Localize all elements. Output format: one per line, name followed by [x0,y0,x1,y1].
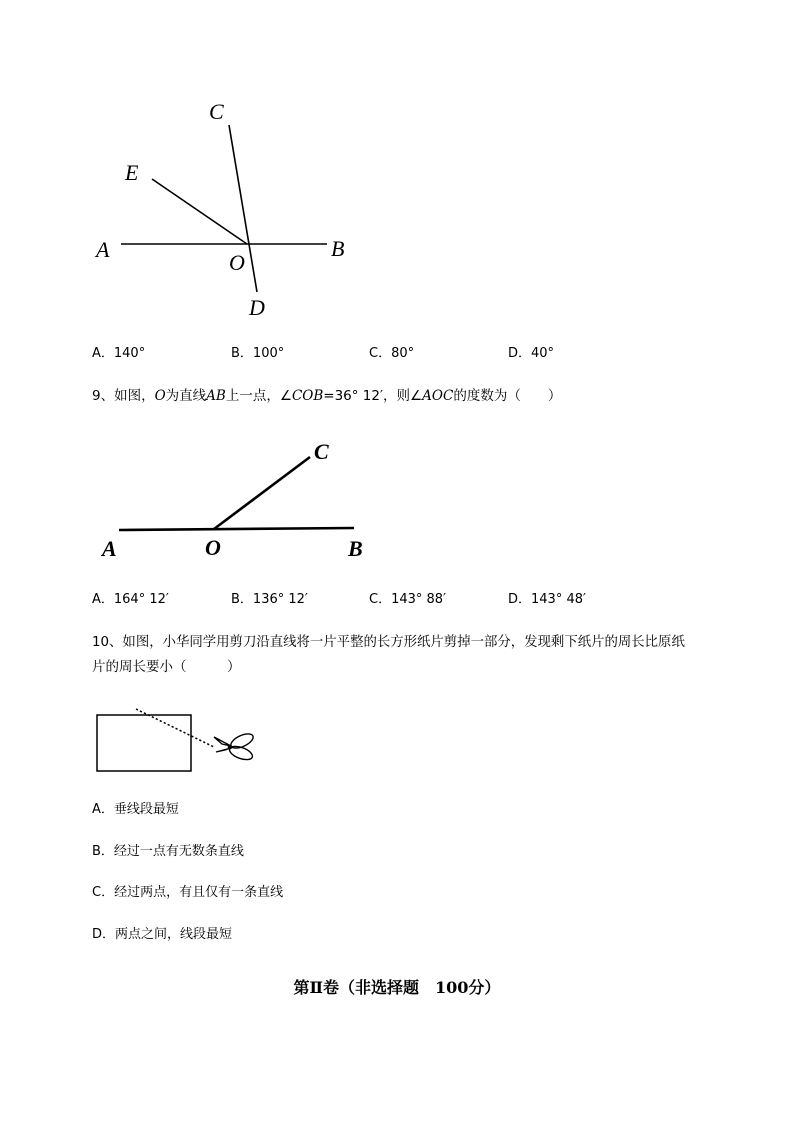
q9-text-3: =36° 12′，则∠ [323,388,423,404]
q9-stem [92,386,561,406]
paper-rectangle [97,715,191,771]
label-b-2: B [348,536,363,561]
ray-oe [152,179,247,244]
label-c: C [209,99,224,124]
label-o-2: O [205,535,221,560]
q10-option-b[interactable]: B．经过一点有无数条直线 [92,844,244,859]
q9-text-2: 上一点，∠ [225,388,292,404]
q9-point-o: O [154,388,166,404]
q9-text-1: 为直线 [165,388,207,404]
q10-option-d[interactable]: D．两点之间，线段最短 [92,927,233,942]
label-b: B [331,236,345,261]
label-a: A [96,237,110,262]
q10-option-c[interactable]: C．经过两点，有且仅有一条直线 [92,885,284,900]
q8-option-d[interactable]: D．40° [508,346,555,361]
q9-number: 9、如图， [92,388,155,404]
label-a-2: A [102,536,117,561]
ray-oc [214,457,310,529]
paper-cut-figure [0,700,794,780]
q10-stem-line-1: 10、如图，小华同学用剪刀沿直线将一片平整的长方形纸片剪掉一部分，发现剩下纸片的周长比原纸 [92,635,685,650]
label-o: O [229,250,245,275]
q8-option-a[interactable]: A．140° [92,346,146,361]
q10-stem-line-2: 片的周长要小（ ） [92,659,241,675]
label-e: E [125,160,139,185]
q9-text-4: 的度数为（ ） [453,388,562,404]
q9-option-a[interactable]: A．164° 12′ [92,592,169,607]
section-title: 第Ⅱ卷（非选择题 100分） [293,978,501,997]
q9-angle-aoc: AOC [422,388,454,404]
q9-angle-cob: COB [291,388,324,404]
q9-option-d[interactable]: D．143° 48′ [508,592,586,607]
label-d: D [249,295,265,320]
q9-option-b[interactable]: B．136° 12′ [231,592,308,607]
angle-figure-1 [0,0,794,330]
q9-option-c[interactable]: C．143° 88′ [369,592,447,607]
angle-figure-2 [0,420,794,580]
q8-option-b[interactable]: B．100° [231,346,285,361]
q8-option-c[interactable]: C．80° [369,346,415,361]
q9-line-ab: AB [206,388,226,404]
q10-option-a[interactable]: A．垂线段最短 [92,802,179,817]
label-c-2: C [314,439,329,464]
scissors-icon [214,731,255,762]
line-ab-2 [119,528,354,530]
